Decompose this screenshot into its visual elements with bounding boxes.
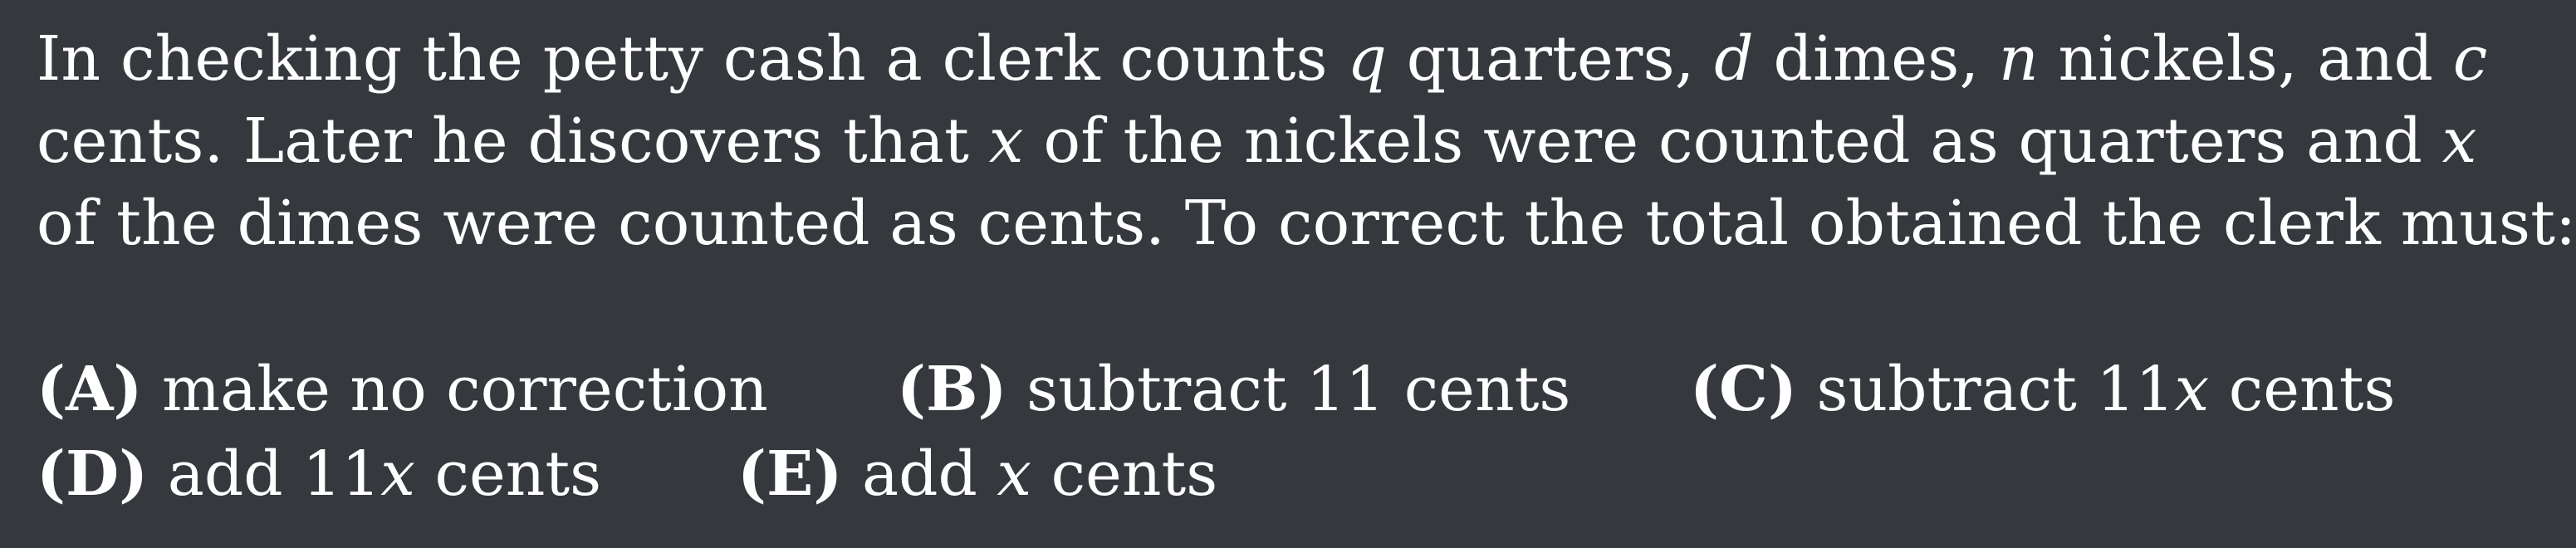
- problem-text: In checking the petty cash a clerk counts: [37, 23, 1348, 95]
- choice-text: subtract 11: [1796, 354, 2175, 425]
- problem-statement: [37, 18, 2576, 265]
- problem-text: cents. Later he discovers that: [37, 105, 989, 177]
- choice-text: cents: [415, 438, 602, 510]
- choice-text: subtract 11 cents: [1006, 354, 1571, 425]
- answer-choice-e[interactable]: [737, 433, 1217, 516]
- variable-d: d: [1714, 23, 1754, 95]
- choice-letter: (A): [37, 354, 143, 425]
- variable-x: x: [2441, 105, 2477, 177]
- variable-x: x: [997, 438, 1032, 510]
- problem-text: nickels, and: [2038, 23, 2453, 95]
- choice-letter: (E): [737, 438, 843, 510]
- problem-text: dimes,: [1753, 23, 1999, 95]
- variable-n: n: [1998, 23, 2039, 95]
- problem-line-3: of the dimes were counted as cents. To correct the total obtained the clerk must:: [37, 188, 2576, 259]
- variable-c: c: [2452, 23, 2488, 95]
- problem-line-2: [37, 100, 2477, 183]
- answer-choice-a[interactable]: [37, 349, 768, 431]
- problem-text: of the nickels were counted as quarters and: [1023, 105, 2442, 177]
- choice-letter: (B): [897, 354, 1007, 425]
- problem-line-1: [37, 18, 2488, 100]
- choice-text: cents: [1031, 438, 1218, 510]
- choice-text: add: [842, 438, 997, 510]
- answer-choice-b[interactable]: [897, 349, 1570, 431]
- variable-x: x: [2174, 354, 2210, 425]
- choice-text: make no correction: [142, 354, 768, 425]
- variable-x: x: [988, 105, 1024, 177]
- choice-text: cents: [2209, 354, 2396, 425]
- choice-text: add 11: [148, 438, 381, 510]
- answer-choice-d[interactable]: [37, 433, 601, 516]
- variable-x: x: [380, 438, 416, 510]
- choice-letter: (C): [1690, 354, 1797, 425]
- problem-text: quarters,: [1387, 23, 1715, 95]
- answer-choice-c[interactable]: [1690, 349, 2395, 431]
- variable-q: q: [1347, 23, 1388, 95]
- choice-letter: (D): [37, 438, 149, 510]
